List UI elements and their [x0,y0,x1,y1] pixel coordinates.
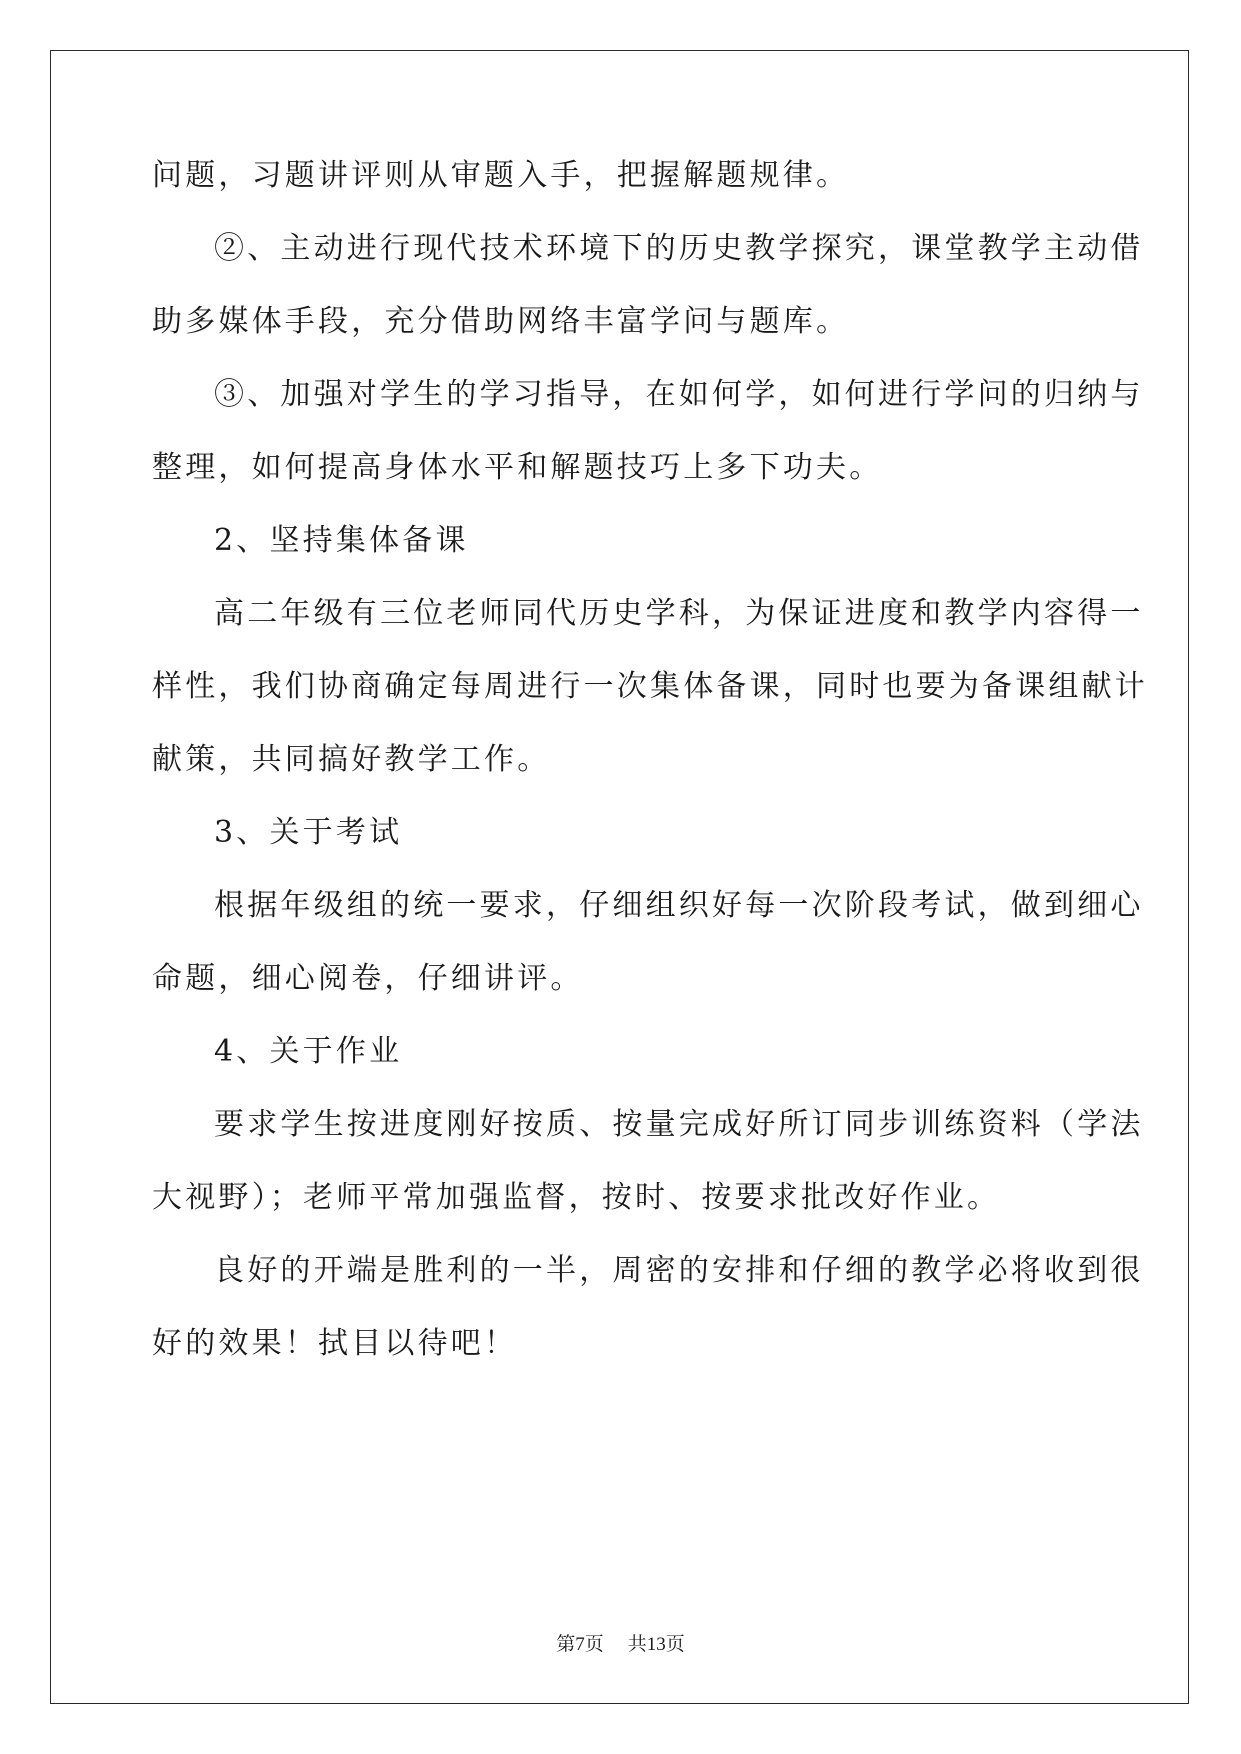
text-line-11: 根据年级组的统一要求，仔细组织好每一次阶段考试，做到细心 [214,888,1144,923]
text-line-17: 好的效果！拭目以待吧！ [152,1326,518,1361]
text-line-1: 问题，习题讲评则从审题入手，把握解题规律。 [152,158,850,193]
page-footer [0,1629,1241,1656]
text-line-5: 整理，如何提高身体水平和解题技巧上多下功夫。 [152,450,883,485]
text-line-3: 助多媒体手段，充分借助网络丰富学问与题库。 [152,304,850,339]
heading-2: 2、坚持集体备课 [214,523,469,558]
heading-3: 3、关于考试 [214,815,403,850]
page-frame [50,50,1189,1704]
text-line-16: 良好的开端是胜利的一半，周密的安排和仔细的教学必将收到很 [214,1253,1144,1288]
text-line-2: ②、主动进行现代技术环境下的历史教学探究，课堂教学主动借 [214,231,1144,266]
text-line-9: 献策，共同搞好教学工作。 [152,742,551,777]
text-line-8: 样性，我们协商确定每周进行一次集体备课，同时也要为备课组献计 [152,669,1148,704]
text-line-4: ③、加强对学生的学习指导，在如何学，如何进行学问的归纳与 [214,377,1144,412]
text-line-12: 命题，细心阅卷，仔细讲评。 [152,961,584,996]
text-line-7: 高二年级有三位老师同代历史学科，为保证进度和教学内容得一 [214,596,1144,631]
heading-4: 4、关于作业 [214,1034,403,1069]
text-line-14: 要求学生按进度刚好按质、按量完成好所订同步训练资料（学法 [214,1107,1144,1142]
page-total: 共13页 [627,1634,685,1655]
page-number: 第7页 [556,1634,604,1655]
text-line-15: 大视野）；老师平常加强监督，按时、按要求批改好作业。 [152,1180,1001,1215]
